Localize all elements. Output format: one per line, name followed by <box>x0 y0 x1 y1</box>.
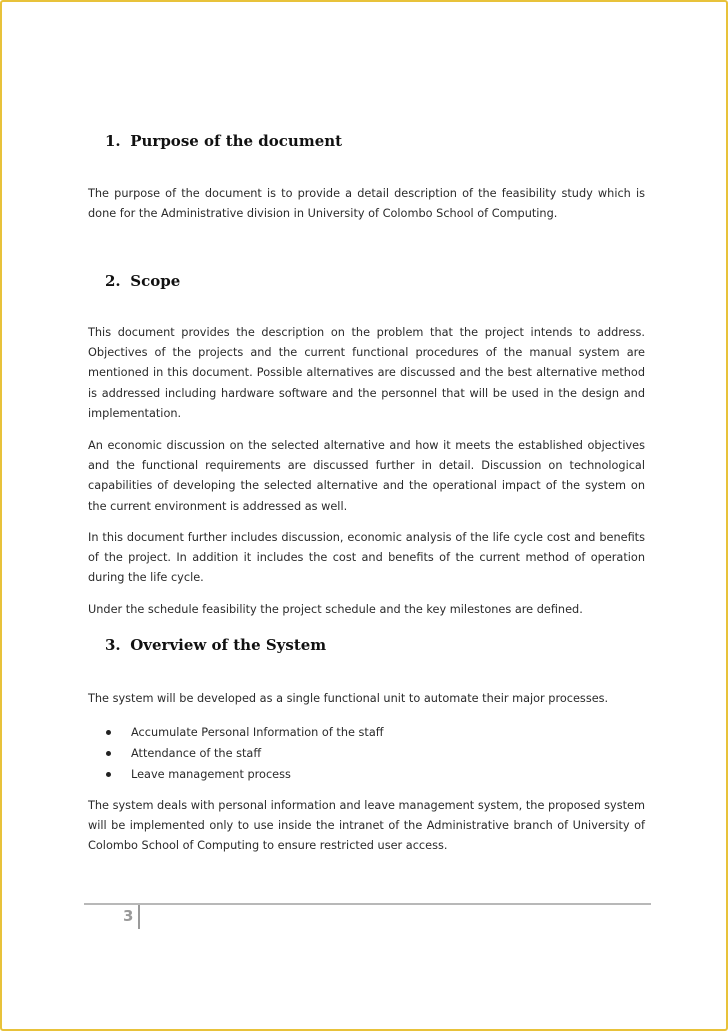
list-item <box>106 722 384 743</box>
bullet-icon <box>106 772 111 777</box>
list-item-text: Accumulate Personal Information of the staff <box>131 726 384 739</box>
bullet-icon <box>106 751 111 756</box>
section-number: 3. <box>105 636 121 654</box>
scope-paragraph-4: Under the schedule feasibility the project schedule and the key milestones are defined. <box>88 603 583 616</box>
scope-paragraph-3: In this document further includes discussion, economic analysis of the life cycle cost and benefits of the project. In addition it includes the cost and benefits of the current method of operation during the life cycle. <box>88 531 645 585</box>
scope-paragraph-1: This document provides the description on the problem that the project intends to address. Objectives of the projects and the current functional procedures of the manual system are mentioned in this document. Possible alternatives are discussed and the best alternative method is addressed including hardware software and the personnel that will be used in the design and implementation. <box>88 326 645 420</box>
scope-paragraph-2: An economic discussion on the selected alternative and how it meets the established objectives and the functional requirements are discussed further in detail. Discussion on technological capabilities of developing the selected alternative and the operational impact of the system on the current environment is addressed as well. <box>88 439 645 513</box>
section-number: 2. <box>105 272 121 290</box>
list-item <box>106 743 384 764</box>
section-title: Scope <box>130 272 181 290</box>
section-title: Purpose of the document <box>130 132 343 150</box>
bullet-icon <box>106 730 111 735</box>
section-title: Overview of the System <box>130 636 327 654</box>
page-number: 3 <box>123 907 134 925</box>
overview-closing-paragraph: The system deals with personal information and leave management system, the proposed system will be implemented only to use inside the intranet of the Administrative branch of University of Colombo School of Computing to ensure restricted user access. <box>88 799 645 853</box>
list-item-text: Attendance of the staff <box>131 747 262 760</box>
section-heading-overview <box>105 636 326 654</box>
section-number: 1. <box>105 132 121 150</box>
footer-divider <box>84 903 651 905</box>
section-heading-purpose <box>105 132 342 150</box>
purpose-paragraph: The purpose of the document is to provide a detail description of the feasibility study which is done for the Administrative division in University of Colombo School of Computing. <box>88 187 645 221</box>
list-item <box>106 764 384 785</box>
overview-bullet-list <box>106 722 384 785</box>
section-heading-scope <box>105 272 180 290</box>
list-item-text: Leave management process <box>131 768 291 781</box>
page-number-divider <box>138 905 140 929</box>
overview-intro-paragraph: The system will be developed as a single functional unit to automate their major processes. <box>88 692 609 705</box>
